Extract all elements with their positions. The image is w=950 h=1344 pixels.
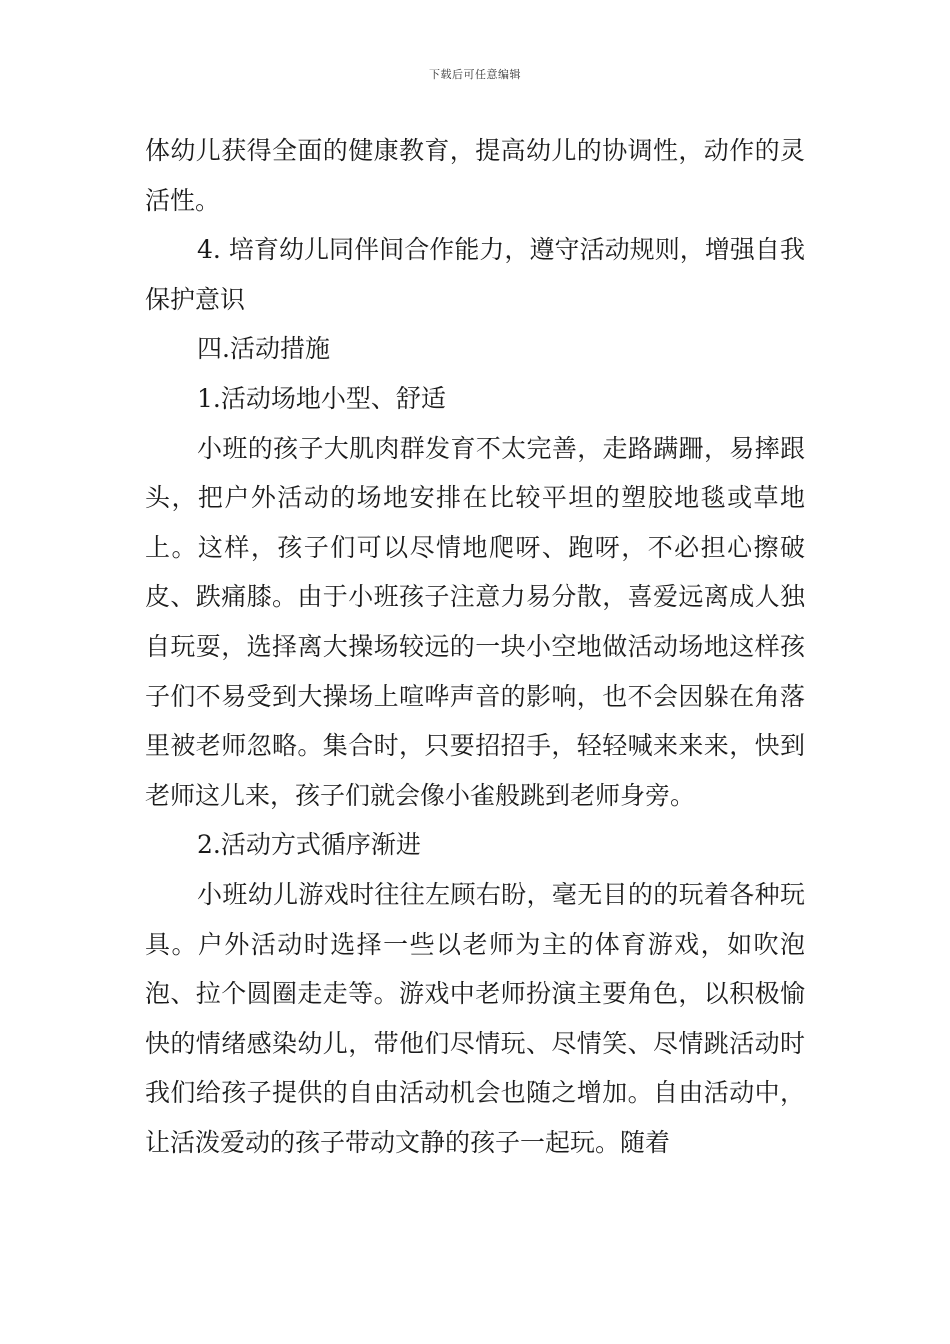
document-body	[145, 126, 805, 1167]
paragraph-continuation: 体幼儿获得全面的健康教育，提高幼儿的协调性，动作的灵活性。	[145, 136, 805, 215]
subheading-method: 2.活动方式循序渐进	[197, 830, 421, 860]
paragraph-goal-4: 4. 培育幼儿同伴间合作能力，遵守活动规则，增强自我保护意识	[145, 235, 805, 314]
section-heading-measures: 四.活动措施	[197, 334, 330, 364]
paragraph-venue: 小班的孩子大肌肉群发育不太完善，走路蹒跚，易摔跟头，把户外活动的场地安排在比较平坦的塑胶地毯或草地上。这样，孩子们可以尽情地爬呀、跑呀，不必担心擦破皮、跌痛膝。由于小班孩子注意力易分散，喜爱远离成人独自玩耍，选择离大操场较远的一块小空地做活动场地这样孩子们不易受到大操场上喧哗声音的影响，也不会因躲在角落里被老师忽略。集合时，只要招招手，轻轻喊来来来，快到老师这儿来，孩子们就会像小雀般跳到老师身旁。	[145, 433, 805, 810]
subheading-venue: 1.活动场地小型、舒适	[197, 383, 446, 413]
header-note: 下载后可任意编辑	[429, 68, 521, 81]
paragraph-method: 小班幼儿游戏时往往左顾右盼，毫无目的的玩着各种玩具。户外活动时选择一些以老师为主的体育游戏，如吹泡泡、拉个圆圈走走等。游戏中老师扮演主要角色，以积极愉快的情绪感染幼儿，带他们尽情玩、尽情笑、尽情跳活动时我们给孩子提供的自由活动机会也随之增加。自由活动中，让活泼爱动的孩子带动文静的孩子一起玩。随着	[145, 879, 805, 1157]
